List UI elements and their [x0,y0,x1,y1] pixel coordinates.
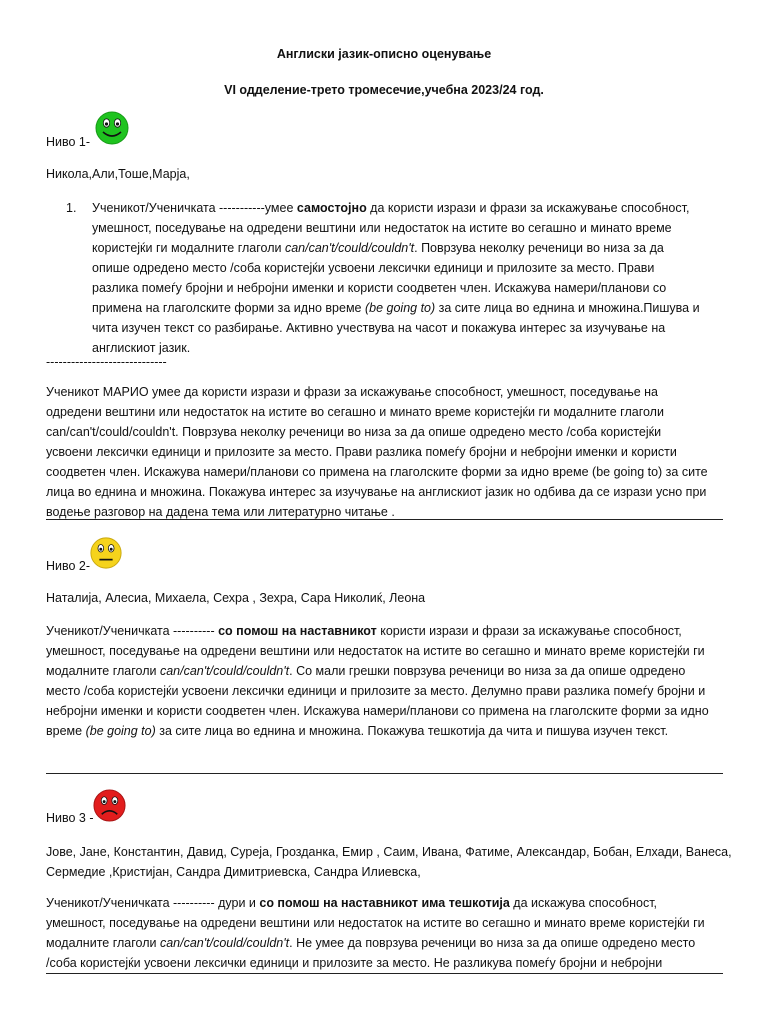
level1-item-number: 1. [66,201,77,215]
level3-line-4: /соба користејќи усвоени лексички единици и прилозите за место. Не разликува помеѓу бројни и небројни [46,956,663,970]
mario-line-5: соодветен член. Искажува намери/планови со примена на глаголските форми за идно време (be going to) за сите [46,465,708,479]
level3-line-3: модалните глаголи can/can't/could/couldn't. Не умее да поврзува реченици во низа за да опише одредено место [46,936,696,950]
mario-line-6: лица во еднина и множина. Покажува интерес за изучување на англискиот јазик но одбива да се изрази усно при [46,485,707,499]
level1-line-6: примена на глаголските форми за идно време (be going to) за сите лица во еднина и множина.Пишува и [92,301,700,315]
level3-line-1: Ученикот/Ученичката ---------- дури и со помош на наставникот има тешкотија да искажува способност, [46,896,658,910]
document-subtitle: VI одделение-трето тромесечие,учебна 2023/24 год. [224,83,544,97]
smiley-yellow-neutral-icon [89,536,123,570]
divider-line [46,773,723,774]
mario-line-3: can/can't/could/couldn't. Поврзува неколку реченици во низа за да опише одредено место /соба користејќи [46,425,662,439]
level1-line-7: чита изучен текст со разбирање. Активно учествува на часот и покажува интерес за изучување на [92,321,666,335]
level2-line-6: време (be going to) за сите лица во еднина и множина. Покажува тешкотија да чита и пишува изучен текст. [46,724,669,738]
level2-line-3: модалните глаголи can/can't/could/couldn't. Со мали грешки поврзува реченици во низа за да опише одредено [46,664,686,678]
level2-line-5: небројни именки и користи соодветен член. Искажува намери/планови со примена на глаголските форми за идно [46,704,709,718]
divider-line [46,519,723,520]
smiley-green-icon [94,110,130,146]
level2-label: Ниво 2- [46,559,91,573]
level1-line-5: разлика помеѓу бројни и небројни именки и користи соодветен член. Искажува намери/планови со [92,281,667,295]
level1-line-8: англискиот јазик. [92,341,191,355]
level1-students: Никола,Али,Тоше,Марја, [46,167,190,181]
level1-line-2: умешност, поседување на одредени вештини или недостаток на истите во сегашно и минато време [92,221,672,235]
mario-line-4: усвоени лексички единици и прилозите за место. Прави разлика помеѓу бројни и небројни именки и користи [46,445,677,459]
mario-line-2: одредени вештини или недостаток на истите во сегашно и минато време користејќи ги модалните глаголи [46,405,664,419]
document-title: Англиски јазик-описно оценување [276,47,492,61]
level2-line-1: Ученикот/Ученичката ---------- со помош на наставникот користи изрази и фрази за искажување способност, [46,624,682,638]
level1-line-3: користејќи ги модалните глаголи can/can't/could/couldn't. Поврзува неколку реченици во низа за да [92,241,664,255]
level3-students-line-1: Јове, Јане, Константин, Давид, Суреја, Грозданка, Емир , Саим, Ивана, Фатиме, Александар, Бобан, Елхади, Ванеса, [46,845,732,859]
level3-students-line-2: Сермедие ,Кристијан, Сандра Димитриевска, Сандра Илиевска, [46,865,421,879]
smiley-red-sad-icon [92,788,127,823]
level1-label: Ниво 1- [46,135,91,149]
level3-label: Ниво 3 - [46,811,94,825]
level3-line-2: умешност, поседување на одредени вештини или недостаток на истите во сегашно и минато време користејќи ги [46,916,705,930]
level2-line-4: место /соба користејќи усвоени лексички единици и прилозите за место. Делумно прави разлика помеѓу бројни и [46,684,706,698]
separator-dashes: ----------------------------- [46,355,167,369]
level2-students: Наталија, Алесиа, Михаела, Сехра , Зехра, Сара Николиќ, Леона [46,591,426,605]
divider-line [46,973,723,974]
mario-line-1: Ученикот МАРИО умее да користи изрази и фрази за искажување способност, умешност, поседување на [46,385,659,399]
level1-line-1: Ученикот/Ученичката -----------умее самостојно да користи изрази и фрази за искажување способност, [92,201,690,215]
level1-line-4: опише одредено место /соба користејќи усвоени лексички единици и прилозите за место. Прави [92,261,655,275]
mario-line-7: водење разговор на дадена тема или литературно читање . [46,505,395,519]
level2-line-2: умешност, поседување на одредени вештини или недостаток на истите во сегашно и минато време користејќи ги [46,644,705,658]
